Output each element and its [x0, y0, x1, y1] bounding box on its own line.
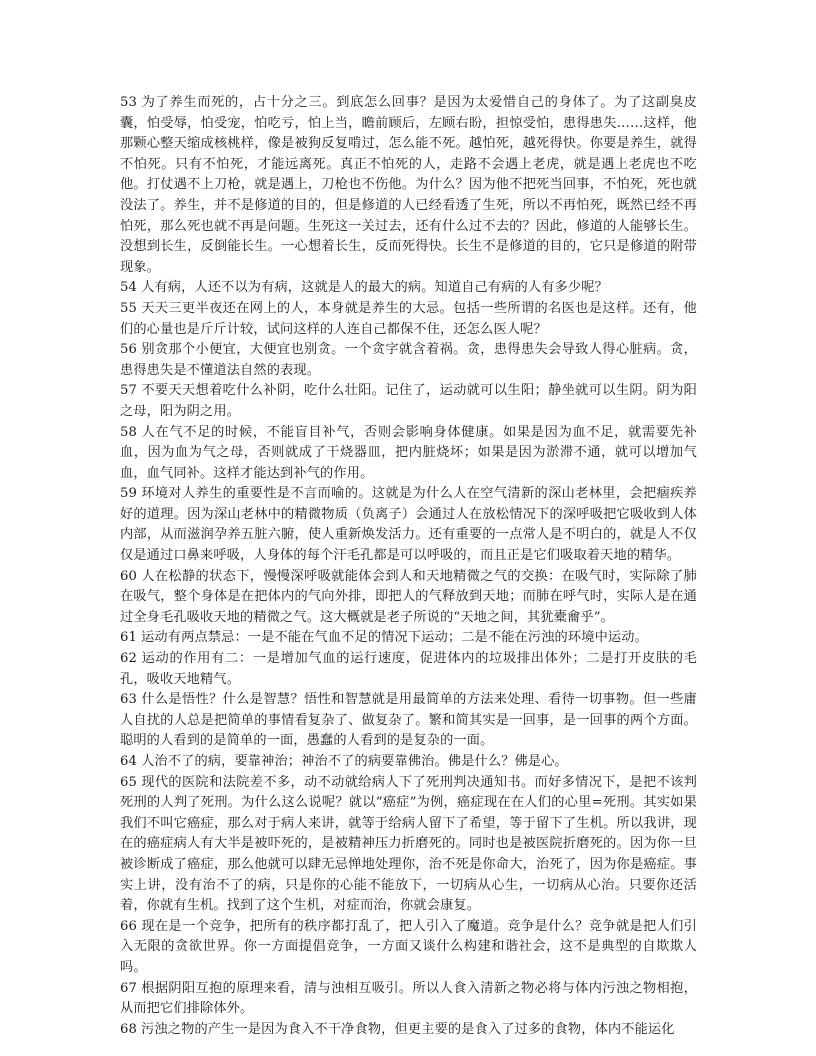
paragraph-number: 54: [120, 280, 138, 296]
paragraph-text: 现在是一个竞争，把所有的秩序都打乱了，把人引入了魔道。竞争是什么？竞争就是把人们引入无限的贪欲世界。你一方面提倡竞争，一方面又谈什么构建和谐社会，这不是典型的自欺欺人吗。: [120, 918, 697, 975]
paragraph-number: 65: [120, 774, 138, 790]
paragraph-number: 59: [120, 486, 138, 502]
paragraph-number: 66: [120, 918, 138, 934]
paragraph-66: [120, 917, 697, 979]
paragraph-text: 人在松静的状态下，慢慢深呼吸就能体会到人和天地精微之气的交换：在吸气时，实际除了肺在吸气，整个身体是在把体内的气向外排，即把人的气释放到天地；而肺在呼气时，实际人是在通过全身毛孔吸收天地的精微之气。这大概就是老子所说的“天地之间，其犹橐龠乎”。: [120, 568, 697, 625]
paragraph-61: [120, 628, 697, 649]
paragraph-65: [120, 773, 697, 917]
paragraph-text: 别贪那个小便宜，大便宜也别贪。一个贪字就含着祸。贪，患得患失会导致人得心脏病。贪，患得患失是不懂道法自然的表现。: [120, 342, 697, 378]
paragraph-number: 64: [120, 754, 138, 769]
paragraph-60: [120, 567, 697, 629]
paragraph-59: [120, 484, 697, 566]
paragraph-57: [120, 381, 697, 422]
paragraph-text: 为了养生而死的，占十分之三。到底怎么回事？是因为太爱惜自己的身体了。为了这副臭皮囊，怕受辱，怕受宠，怕吃亏，怕上当，瞻前顾后，左顾右盼，担惊受怕，患得患失……这样，他那颗心整天缩成核桃样，像是被狗反复啃过，怎么能不死。越怕死，越死得快。你要是养生，就得不怕死。只有不怕死，才能远离死。真正不怕死的人，走路不会遇上老虎，就是遇上老虎也不吃他。打仗遇不上刀枪，就是遇上，刀枪也不伤他。为什么？因为他不把死当回事，不怕死，死也就没法了。养生，并不是修道的目的，但是修道的人已经看透了生死，所以不再怕死，既然已经不再怕死，那么死也就不再是问题。生死这一关过去，还有什么过不去的？因此，修道的人能够长生。没想到长生，反倒能长生。一心想着长生，反而死得快。长生不是修道的目的，它只是修道的附带现象。: [120, 95, 697, 275]
paragraph-text: 污浊之物的产生一是因为食入不干净食物，但更主要的是食入了过多的食物，体内不能运化: [141, 1021, 675, 1037]
paragraph-64: [120, 752, 697, 773]
paragraph-number: 60: [120, 568, 138, 584]
paragraph-text: 人在气不足的时候，不能盲目补气，否则会影响身体健康。如果是因为血不足，就需要先补血，因为血为气之母，否则就成了干烧器皿，把内脏烧坏；如果是因为淤滞不通，就可以增加气血，血气同补。这样才能达到补气的作用。: [120, 424, 697, 481]
paragraph-62: [120, 649, 697, 690]
paragraph-56: [120, 340, 697, 381]
paragraph-number: 53: [120, 95, 138, 110]
paragraph-text: 人治不了的病，要靠神治；神治不了的病要靠佛治。佛是什么？佛是心。: [141, 754, 568, 769]
paragraph-54: [120, 278, 697, 299]
paragraph-number: 55: [120, 300, 138, 316]
paragraph-number: 56: [120, 342, 138, 358]
paragraph-number: 63: [120, 692, 138, 708]
paragraph-text: 环境对人养生的重要性是不言而喻的。这就是为什么人在空气清新的深山老林里，会把痼疾养好的道理。因为深山老林中的精微物质（负离子）会通过人在放松情况下的深呼吸把它吸收到人体内部，从而滋润孕养五脏六腑，使人重新焕发活力。还有重要的一点常人是不明白的，就是人不仅仅是通过口鼻来呼吸，人身体的每个汗毛孔都是可以呼吸的，而且正是它们吸取着天地的精华。: [120, 486, 697, 564]
paragraph-number: 58: [120, 424, 138, 440]
document-body: [120, 93, 697, 1040]
paragraph-number: 61: [120, 630, 138, 646]
paragraph-number: 68: [120, 1021, 138, 1037]
paragraph-text: 运动有两点禁忌：一是不能在气血不足的情况下运动；二是不能在污浊的环境中运动。: [141, 630, 648, 646]
paragraph-text: 运动的作用有二：一是增加气血的运行速度，促进体内的垃圾排出体外；二是打开皮肤的毛孔，吸收天地精气。: [120, 651, 697, 687]
paragraph-text: 天天三更半夜还在网上的人，本身就是养生的大忌。包括一些所谓的名医也是这样。还有，他们的心量也是斤斤计较，试问这样的人连自己都保不住，还怎么医人呢？: [120, 300, 697, 337]
paragraph-55: [120, 299, 697, 340]
paragraph-number: 67: [120, 980, 138, 996]
paragraph-text: 什么是悟性？什么是智慧？悟性和智慧就是用最简单的方法来处理、看待一切事物。但一些庸人自扰的人总是把简单的事情看复杂了、做复杂了。繁和简其实是一回事，是一回事的两个方面。聪明的人看到的是简单的一面，愚蠢的人看到的是复杂的一面。: [120, 692, 697, 749]
paragraph-53: [120, 93, 697, 278]
paragraph-number: 62: [120, 651, 138, 667]
paragraph-67: [120, 979, 697, 1020]
paragraph-text: 不要天天想着吃什么补阴，吃什么壮阳。记住了，运动就可以生阳；静坐就可以生阴。阴为阳之母，阳为阴之用。: [120, 383, 697, 419]
paragraph-text: 现代的医院和法院差不多，动不动就给病人下了死刑判决通知书。而好多情况下，是把不该判死刑的人判了死刑。为什么这么说呢？就以“癌症”为例，癌症现在在人们的心里=死刑。其实如果我们不叫它癌症，那么对于病人来讲，就等于给病人留下了希望，等于留下了生机。所以我讲，现在的癌症病人有大半是被吓死的，是被精神压力折磨死的。同时也是被医院折磨死的。因为你一旦被诊断成了癌症，那么他就可以肆无忌惮地处理你，治不死是你命大，治死了，因为你是癌症。事实上讲，没有治不了的病，只是你的心能不能放下，一切病从心生，一切病从心治。只要你还活着，你就有生机。找到了这个生机，对症而治，你就会康复。: [120, 774, 697, 914]
paragraph-text: 人有病，人还不以为有病，这就是人的最大的病。知道自己有病的人有多少呢？: [141, 280, 608, 296]
paragraph-68: [120, 1020, 697, 1041]
paragraph-number: 57: [120, 383, 138, 399]
paragraph-63: [120, 690, 697, 752]
paragraph-text: 根据阴阳互抱的原理来看，清与浊相互吸引。所以人食入清新之物必将与体内污浊之物相抱，从而把它们排除体外。: [120, 980, 697, 1017]
paragraph-58: [120, 423, 697, 485]
